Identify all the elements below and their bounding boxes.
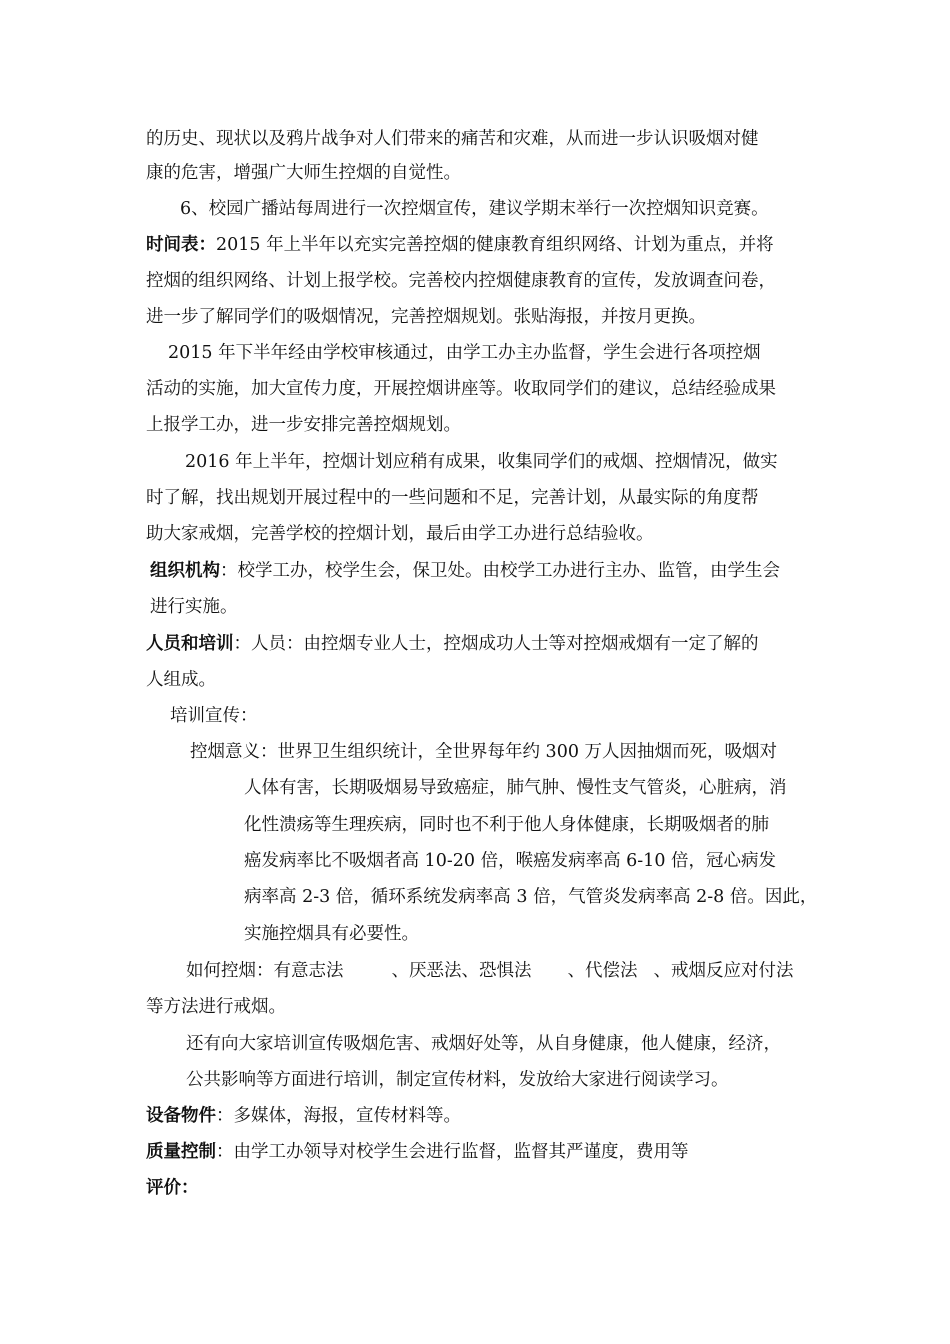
paragraph-line: 等方法进行戒烟。 <box>146 997 286 1017</box>
paragraph-line: 康的危害，增强广大师生控烟的自觉性。 <box>146 163 461 183</box>
method-line <box>186 958 794 984</box>
method-text: 、厌恶法、恐惧法 <box>391 961 532 981</box>
method-text: 、戒烟反应对付法 <box>653 961 794 981</box>
quality-label: 质量控制 <box>146 1142 216 1162</box>
equipment-line <box>146 1103 461 1129</box>
paragraph-line: 2016 年上半年，控烟计划应稍有成果，收集同学们的戒烟、控烟情况，做实 <box>185 452 778 472</box>
paragraph-line: 病率高 2-3 倍，循环系统发病率高 3 倍，气管炎发病率高 2-8 倍。因此， <box>244 887 818 907</box>
paragraph-line: 控烟意义：世界卫生组织统计，全世界每年约 300 万人因抽烟而死，吸烟对 <box>190 742 778 762</box>
schedule-line <box>146 232 774 258</box>
paragraph-line: 人组成。 <box>146 670 216 690</box>
quality-line <box>146 1139 689 1165</box>
equipment-label: 设备物件 <box>146 1106 216 1126</box>
paragraph-line: 进行实施。 <box>150 597 238 617</box>
paragraph-line: 6、校园广播站每周进行一次控烟宣传，建议学期末举行一次控烟知识竞赛。 <box>180 199 769 219</box>
paragraph-line: 2015 年下半年经由学校审核通过，由学工办主办监督，学生会进行各项控烟 <box>168 343 761 363</box>
paragraph-line: 上报学工办，进一步安排完善控烟规划。 <box>146 415 461 435</box>
method-text: 、代偿法 <box>567 961 638 981</box>
organization-line <box>150 558 780 584</box>
paragraph-line: 化性溃疡等生理疾病，同时也不利于他人身体健康，长期吸烟者的肺 <box>244 815 769 835</box>
paragraph-line: 公共影响等方面进行培训，制定宣传材料，发放给大家进行阅读学习。 <box>186 1070 729 1090</box>
method-text: 如何控烟：有意志法 <box>186 961 344 981</box>
schedule-label: 时间表： <box>146 235 216 255</box>
paragraph-line: 活动的实施，加大宣传力度，开展控烟讲座等。收取同学们的建议，总结经验成果 <box>146 379 776 399</box>
staff-text: ：人员：由控烟专业人士，控烟成功人士等对控烟戒烟有一定了解的 <box>233 634 759 654</box>
schedule-text: 2015 年上半年以充实完善控烟的健康教育组织网络、计划为重点，并将 <box>216 235 774 255</box>
paragraph-line: 人体有害，长期吸烟易导致癌症，肺气肿、慢性支气管炎，心脏病，消 <box>244 778 787 798</box>
training-heading: 培训宣传： <box>170 706 258 726</box>
organization-label: 组织机构 <box>150 561 220 581</box>
paragraph-line: 时了解，找出规划开展过程中的一些问题和不足，完善计划，从最实际的角度帮 <box>146 488 759 508</box>
equipment-text: ：多媒体，海报，宣传材料等。 <box>216 1106 461 1126</box>
staff-line <box>146 631 759 657</box>
paragraph-line: 助大家戒烟，完善学校的控烟计划，最后由学工办进行总结验收。 <box>146 524 654 544</box>
paragraph-line: 还有向大家培训宣传吸烟危害、戒烟好处等，从自身健康，他人健康，经济， <box>186 1034 781 1054</box>
organization-text: ：校学工办，校学生会，保卫处。由校学工办进行主办、监管，由学生会 <box>220 561 780 581</box>
evaluation-label: 评价： <box>146 1178 199 1198</box>
quality-text: ：由学工办领导对校学生会进行监督，监督其严谨度，费用等 <box>216 1142 689 1162</box>
staff-label: 人员和培训 <box>146 634 234 654</box>
paragraph-line: 的历史、现状以及鸦片战争对人们带来的痛苦和灾难，从而进一步认识吸烟对健 <box>146 129 759 149</box>
paragraph-line: 进一步了解同学们的吸烟情况，完善控烟规划。张贴海报，并按月更换。 <box>146 307 706 327</box>
paragraph-line: 控烟的组织网络、计划上报学校。完善校内控烟健康教育的宣传，发放调查问卷， <box>146 271 776 291</box>
paragraph-line: 实施控烟具有必要性。 <box>244 924 419 944</box>
paragraph-line: 癌发病率比不吸烟者高 10-20 倍，喉癌发病率高 6-10 倍，冠心病发 <box>244 851 777 871</box>
